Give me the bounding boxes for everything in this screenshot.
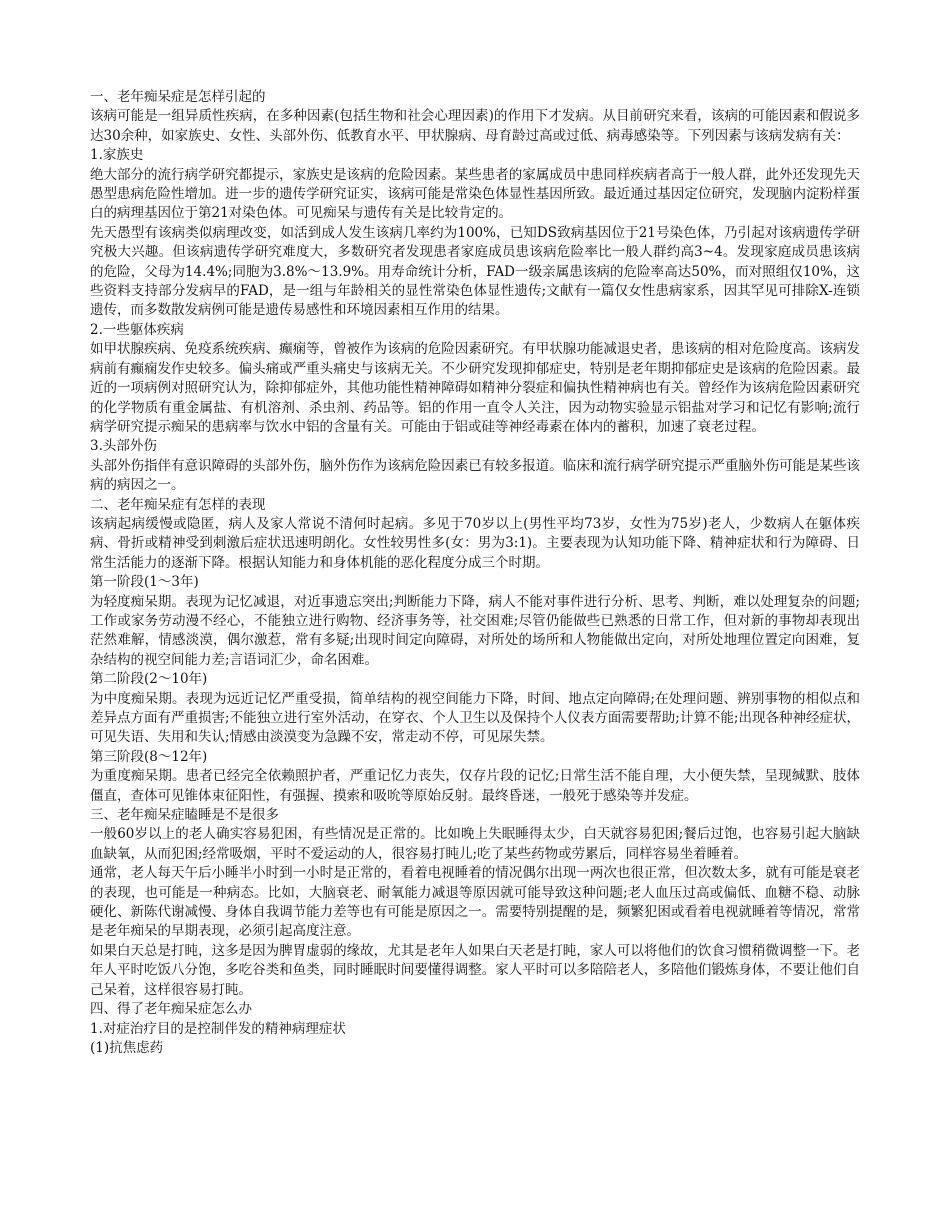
section-heading: 2.一些躯体疾病 bbox=[90, 321, 184, 338]
section-heading: 第一阶段(1～3年) bbox=[90, 574, 199, 591]
section-heading: 1.对症治疗目的是控制伴发的精神病理症状 bbox=[90, 1020, 346, 1037]
section-heading: 四、得了老年痴呆症怎么办 bbox=[90, 1001, 252, 1018]
paragraph: 通常，老人每天午后小睡半小时到一小时是正常的，看着电视睡着的情况偶尔出现一两次也很正常，但次数太多，就有可能是衰老的表现，也可能是一种病态。比如，大脑衰老、耐氧能力减退等原因就可能导致这种问题;老人血压过高或偏低、血糖不稳、动脉硬化、新陈代谢减慢、身体自我调节能力差等也有可能是原因之一。需要特别提醒的是，频繁犯困或看着电视就睡着等情况，常常是老年痴呆的早期表现，必须引起高度注意。 bbox=[90, 865, 860, 940]
section-heading: (1)抗焦虑药 bbox=[90, 1039, 164, 1056]
paragraph: 为轻度痴呆期。表现为记忆减退，对近事遗忘突出;判断能力下降，病人不能对事件进行分析、思考、判断，难以处理复杂的问题;工作或家务劳动漫不经心，不能独立进行购物、经济事务等，社交困难;尽管仍能做些已熟悉的日常工作，但对新的事物却表现出茫然难解，情感淡漠，偶尔激惹，常有多疑;出现时间定向障碍，对所处的场所和人物能做出定向，对所处地理位置定向困难，复杂结构的视空间能力差;言语词汇少，命名困难。 bbox=[90, 593, 860, 668]
paragraph: 头部外伤指伴有意识障碍的头部外伤，脑外伤作为该病危险因素已有较多报道。临床和流行病学研究提示严重脑外伤可能是某些该病的病因之一。 bbox=[90, 457, 860, 494]
section-heading: 二、老年痴呆症有怎样的表现 bbox=[90, 496, 266, 513]
paragraph: 为重度痴呆期。患者已经完全依赖照护者，严重记忆力丧失，仅存片段的记忆;日常生活不能自理，大小便失禁，呈现缄默、肢体僵直，查体可见锥体束征阳性，有强握、摸索和吸吮等原始反射。最终昏迷，一般死于感染等并发症。 bbox=[90, 768, 860, 804]
paragraph: 如果白天总是打盹，这多是因为脾胃虚弱的缘故，尤其是老年人如果白天老是打盹，家人可以将他们的饮食习惯稍微调整一下。老年人平时吃饭八分饱，多吃谷类和鱼类，同时睡眠时间要懂得调整。家人平时可以多陪陪老人，多陪他们锻炼身体，不要让他们自己呆着，这样很容易打盹。 bbox=[90, 942, 860, 998]
document-body bbox=[90, 88, 860, 1058]
section-heading: 三、老年痴呆症瞌睡是不是很多 bbox=[90, 807, 279, 824]
paragraph: 一般60岁以上的老人确实容易犯困，有些情况是正常的。比如晚上失眠睡得太少，白天就容易犯困;餐后过饱，也容易引起大脑缺血缺氧，从而犯困;经常吸烟，平时不爱运动的人，很容易打盹儿;吃了某些药物或劳累后，同样容易坐着睡着。 bbox=[90, 826, 860, 862]
paragraph: 先天愚型有该病类似病理改变，如活到成人发生该病几率约为100%，已知DS致病基因位于21号染色体，乃引起对该病遗传学研究极大兴趣。但该病遗传学研究难度大，多数研究者发现患者家庭成员患该病危险率比一般人群约高3~4。发现家庭成员患该病的危险，父母为14.4%;同胞为3.8%～13.9%。用寿命统计分析，FAD一级亲属患该病的危险率高达50%，而对照组仅10%，这些资料支持部分发病早的FAD，是一组与年龄相关的显性常染色体显性遗传;文献有一篇仅女性患病家系，因其罕见可排除X-连锁遗传，而多数散发病例可能是遗传易感性和环境因素相互作用的结果。 bbox=[90, 224, 860, 319]
paragraph: 绝大部分的流行病学研究都提示，家族史是该病的危险因素。某些患者的家属成员中患同样疾病者高于一般人群，此外还发现先天愚型患病危险性增加。进一步的遗传学研究证实，该病可能是常染色体显性基因所致。最近通过基因定位研究，发现脑内淀粉样蛋白的病理基因位于第21对染色体。可见痴呆与遗传有关是比较肯定的。 bbox=[90, 166, 860, 222]
paragraph: 该病起病缓慢或隐匿，病人及家人常说不清何时起病。多见于70岁以上(男性平均73岁，女性为75岁)老人，少数病人在躯体疾病、骨折或精神受到刺激后症状迅速明朗化。女性较男性多(女：男为3:1)。主要表现为认知功能下降、精神症状和行为障碍、日常生活能力的逐渐下降。根据认知能力和身体机能的恶化程度分成三个时期。 bbox=[90, 515, 860, 571]
section-heading: 1.家族史 bbox=[90, 147, 144, 164]
paragraph: 如甲状腺疾病、免疫系统疾病、癫痫等，曾被作为该病的危险因素研究。有甲状腺功能减退史者，患该病的相对危险度高。该病发病前有癫痫发作史较多。偏头痛或严重头痛史与该病无关。不少研究发现抑郁症史，特别是老年期抑郁症史是该病的危险因素。最近的一项病例对照研究认为，除抑郁症外，其他功能性精神障碍如精神分裂症和偏执性精神病也有关。曾经作为该病危险因素研究的化学物质有重金属盐、有机溶剂、杀虫剂、药品等。铝的作用一直令人关注，因为动物实验显示铝盐对学习和记忆有影响;流行病学研究提示痴呆的患病率与饮水中铝的含量有关。可能由于铝或硅等神经毒素在体内的蓄积，加速了衰老过程。 bbox=[90, 341, 860, 435]
paragraph: 为中度痴呆期。表现为远近记忆严重受损，简单结构的视空间能力下降，时间、地点定向障碍;在处理问题、辨别事物的相似点和差异点方面有严重损害;不能独立进行室外活动，在穿衣、个人卫生以及保持个人仪表方面需要帮助;计算不能;出现各种神经症状，可见失语、失用和失认;情感由淡漠变为急躁不安，常走动不停，可见尿失禁。 bbox=[90, 690, 860, 746]
section-heading: 第三阶段(8～12年) bbox=[90, 748, 208, 765]
section-heading: 一、老年痴呆症是怎样引起的 bbox=[90, 89, 266, 105]
section-heading: 3.头部外伤 bbox=[90, 438, 157, 455]
paragraph: 该病可能是一组异质性疾病，在多种因素(包括生物和社会心理因素)的作用下才发病。从目前研究来看，该病的可能因素和假说多达30余种，如家族史、女性、头部外伤、低教育水平、甲状腺病、母育龄过高或过低、病毒感染等。下列因素与该病发病有关： bbox=[90, 108, 860, 144]
section-heading: 第二阶段(2～10年) bbox=[90, 671, 208, 688]
